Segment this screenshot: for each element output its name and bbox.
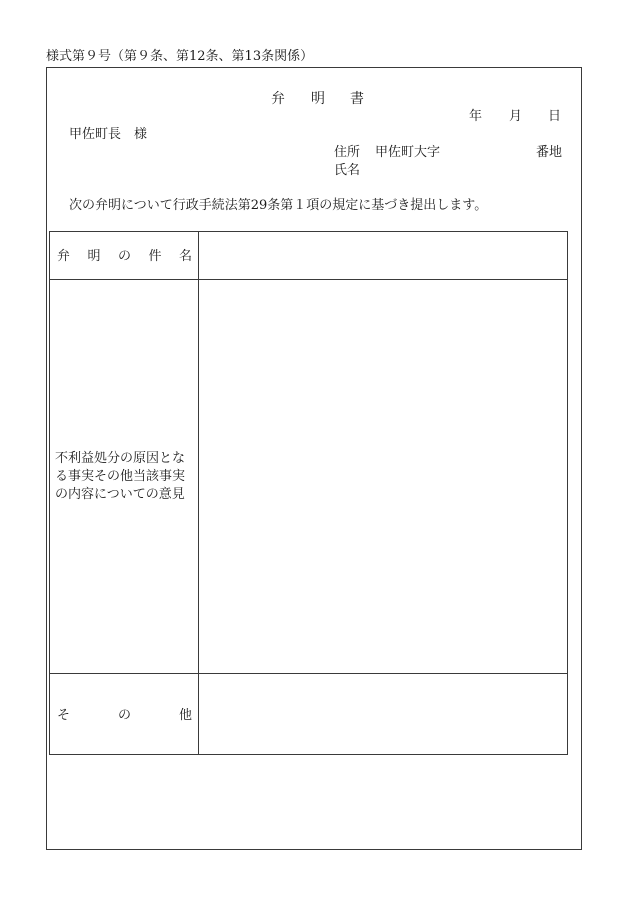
name-label: 氏名 (334, 163, 361, 178)
title-char-3: 書 (350, 91, 364, 107)
other-field[interactable] (199, 674, 567, 754)
other-label (57, 709, 192, 722)
label-char: 他 (178, 708, 192, 723)
title-char-1: 弁 (271, 91, 285, 107)
matter-name-label (57, 250, 192, 263)
label-char: の (117, 249, 131, 264)
date-day-label: 日 (548, 109, 562, 124)
opinion-label: 不利益処分の原因となる事実その他当該事実の内容についての意見 (55, 451, 186, 502)
address-label: 住所 (334, 145, 361, 160)
address-suffix: 番地 (536, 145, 563, 160)
address-value: 甲佐町大字 (375, 145, 441, 160)
date-month-label: 月 (509, 109, 523, 124)
date-year-label: 年 (469, 109, 483, 124)
label-char: そ (57, 708, 71, 723)
statement-text: 次の弁明について行政手続法第29条第１項の規定に基づき提出します。 (69, 198, 488, 213)
label-char: 名 (178, 249, 192, 264)
label-char: 弁 (57, 249, 71, 264)
label-char: 明 (87, 249, 101, 264)
form-number: 様式第９号（第９条、第12条、第13条関係） (46, 49, 314, 64)
matter-name-field[interactable] (199, 232, 567, 279)
opinion-field[interactable] (199, 280, 567, 673)
label-char: の (117, 708, 131, 723)
addressee: 甲佐町長 様 (69, 127, 148, 142)
title-char-2: 明 (311, 91, 325, 107)
label-char: 件 (148, 249, 162, 264)
